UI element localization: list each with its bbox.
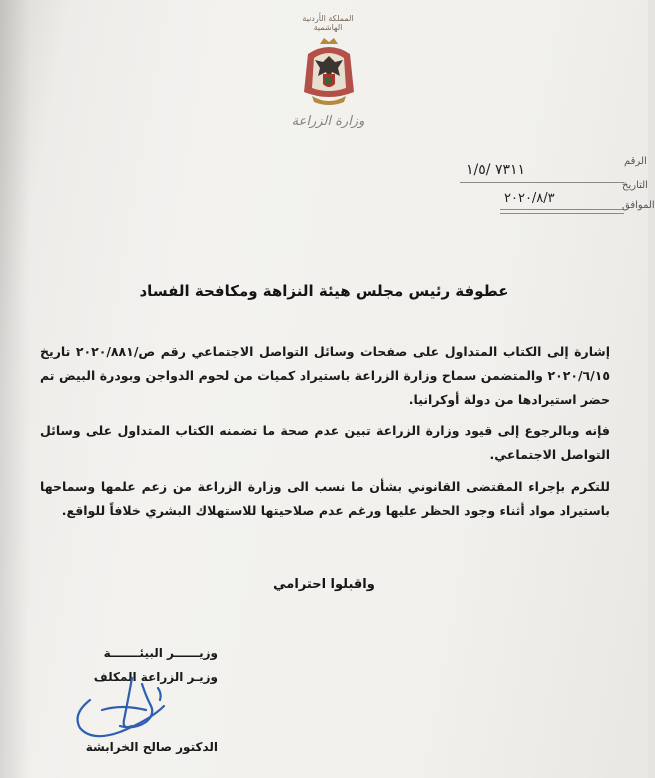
number-label: الرقم [624, 156, 647, 167]
signatory-title-agriculture: وزيـر الزراعة المكلف [93, 670, 218, 684]
closing-phrase: واقبلوا احترامي [273, 577, 375, 592]
ministry-name: وزارة الزراعة [291, 114, 365, 129]
signatory-title-environment: وزيــــــر البيئـــــــة [103, 646, 218, 660]
kingdom-header-text: المملكة الأردنية الهاشمية [302, 14, 354, 32]
reference-number-line [460, 182, 624, 183]
reference-date: ٢٠٢٠/٨/٣ [504, 191, 555, 206]
body-paragraph-1: إشارة إلى الكتاب المتداول على صفحات وسائل التواصل الاجتماعي رقم ص/٢٠٢٠/٨٨١ تاريخ ٢٠٢٠/٦/١٥ والمتضمن سماح وزارة الزراعة باستيراد كميات من لحوم الدواجن وبودرة البيض تم حضر استيرادها من دولة أوكرانيا. [40, 344, 611, 407]
corresponding-line [500, 213, 624, 214]
body-paragraph-2: فإنه وبالرجوع إلى قيود وزارة الزراعة تبين عدم صحة ما تضمنه الكتاب المتداول على وسائل التواصل الاجتماعي. [40, 423, 610, 462]
corresponding-label: الموافق [622, 200, 655, 211]
reference-number: ٧٣١١ /١/٥ [466, 162, 526, 178]
recipient-heading: عطوفة رئيس مجلس هيئة النزاهة ومكافحة الفساد [139, 282, 509, 300]
handwritten-signature [62, 670, 192, 748]
date-label: التاريخ [622, 180, 648, 191]
body-paragraph-3: للتكرم بإجراء المقتضى القانوني بشأن ما نسب الى وزارة الزراعة من زعم علمها وسماحها باستيراد مواد أثناء وجود الحظر عليها ورغم عدم صلاحيتها للاستهلاك البشري خلافاً للواقع. [40, 479, 610, 518]
coat-of-arms-icon [300, 36, 358, 108]
reference-date-line [500, 209, 624, 210]
signatory-name: الدكتور صالح الخرابشة [85, 740, 218, 754]
